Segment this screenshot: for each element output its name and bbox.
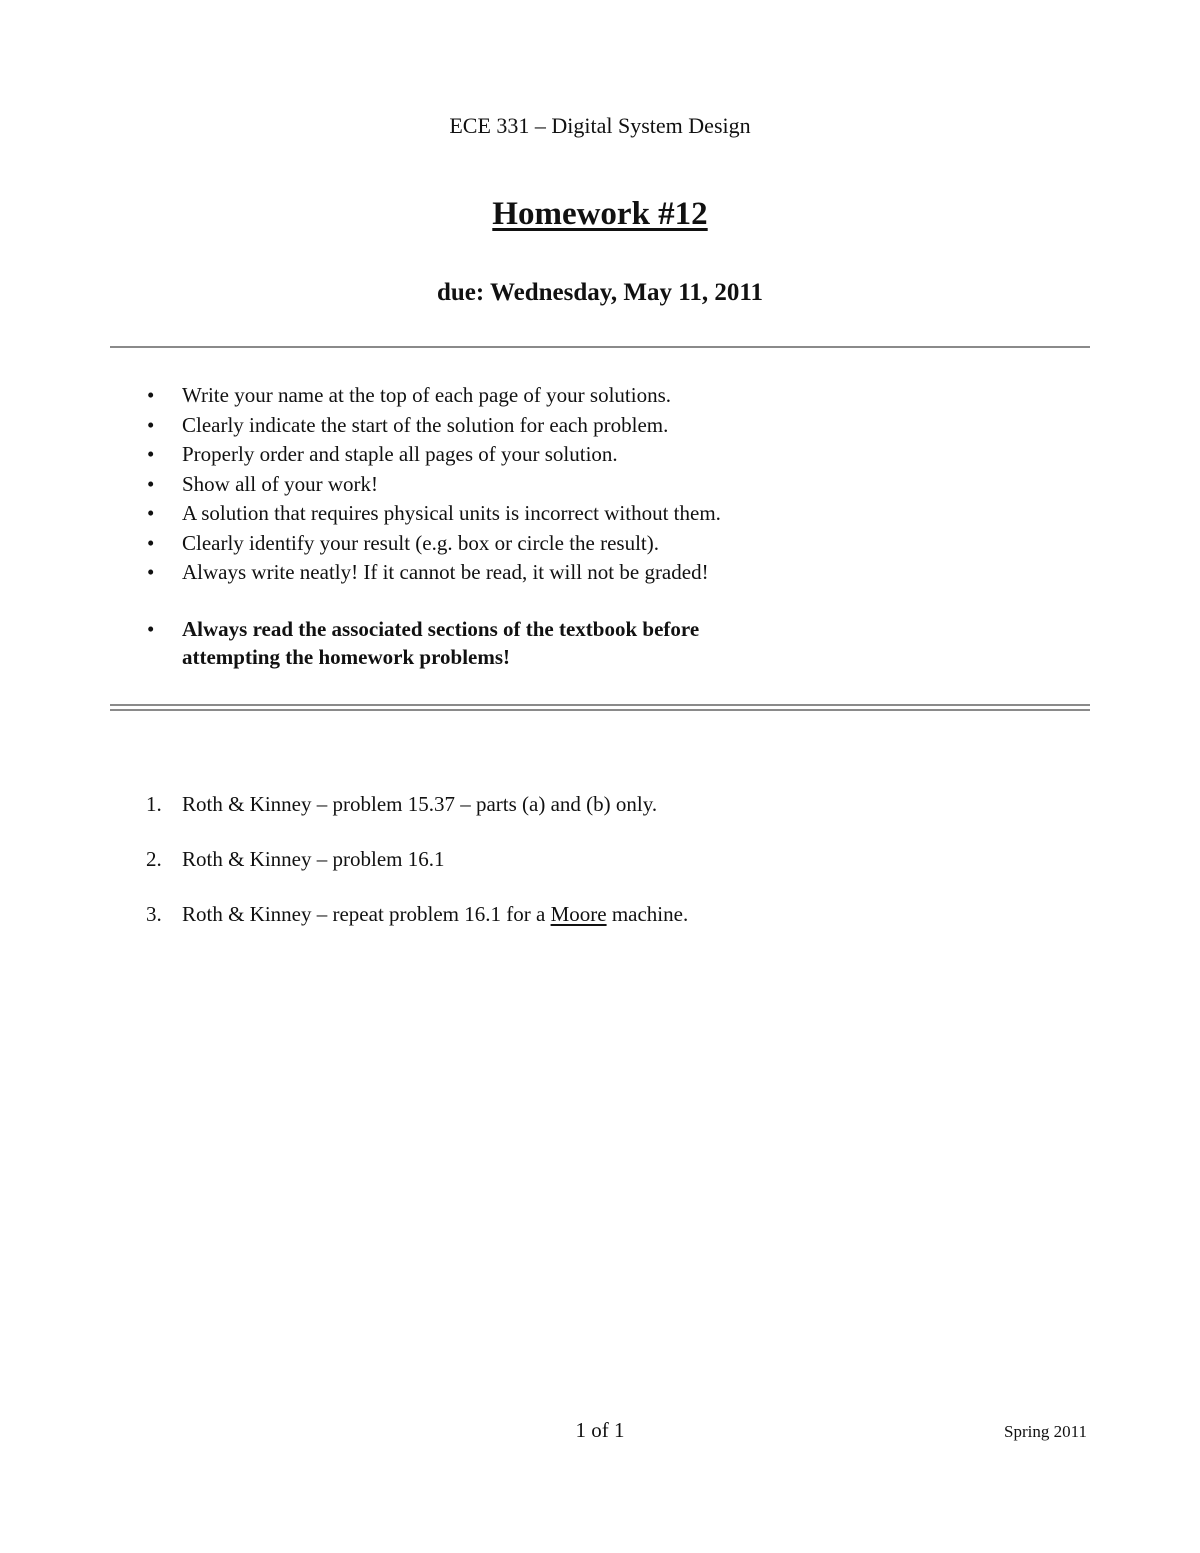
- problem-number: 3.: [146, 902, 162, 926]
- problem-text: Roth & Kinney – repeat problem 16.1 for a: [182, 902, 551, 926]
- homework-title: Homework #12: [492, 196, 708, 232]
- problem-number: 1.: [146, 792, 162, 816]
- page-number: 1 of 1: [575, 1418, 625, 1442]
- instruction-text: A solution that requires physical units is incorrect without them.: [182, 501, 721, 525]
- problem-item: [0, 845, 1200, 874]
- instruction-text: Clearly identify your result (e.g. box or circle the result).: [182, 530, 660, 555]
- bullet: •: [147, 412, 155, 437]
- bullet: •: [147, 501, 155, 525]
- bullet: •: [147, 560, 155, 584]
- top-divider: [110, 346, 1090, 348]
- instruction-item: [0, 440, 1200, 470]
- instruction-item: [0, 558, 1200, 588]
- instruction-text: Show all of your work!: [182, 471, 378, 496]
- problems-list: [0, 790, 1200, 955]
- due-date: due: Wednesday, May 11, 2011: [437, 279, 763, 306]
- instruction-item: [0, 411, 1200, 441]
- instruction-item: [0, 381, 1200, 411]
- bullet: •: [147, 530, 155, 555]
- problem-item: [0, 790, 1200, 819]
- instruction-text: Always write neatly! If it cannot be read, it will not be graded!: [182, 560, 709, 584]
- instruction-item: [0, 499, 1200, 529]
- term-label: Spring 2011: [1004, 1422, 1087, 1441]
- instruction-item: [0, 470, 1200, 500]
- bullet: •: [147, 442, 155, 466]
- instruction-item: [0, 529, 1200, 559]
- emphasis-line-2: attempting the homework problems!: [182, 644, 511, 669]
- bullet: •: [147, 616, 155, 641]
- problem-text: Roth & Kinney – problem 15.37 – parts (a) and (b) only.: [182, 792, 658, 816]
- bottom-double-divider: [110, 704, 1090, 711]
- instruction-item-emphasis: [0, 615, 1200, 671]
- instructions-list: [0, 381, 1200, 671]
- problem-text: Roth & Kinney – problem 16.1: [182, 847, 445, 871]
- problem-text-underlined: Moore: [550, 902, 607, 926]
- course-title: ECE 331 – Digital System Design: [449, 113, 751, 138]
- emphasis-line-1: Always read the associated sections of the textbook before: [182, 616, 700, 641]
- instruction-text: Properly order and staple all pages of your solution.: [182, 442, 618, 466]
- instruction-text: Clearly indicate the start of the solution for each problem.: [182, 412, 669, 437]
- problem-item: [0, 900, 1200, 929]
- instruction-text: Write your name at the top of each page of your solutions.: [182, 383, 672, 407]
- problem-number: 2.: [146, 847, 162, 871]
- bullet: •: [147, 383, 155, 407]
- bullet: •: [147, 471, 155, 496]
- problem-text-tail: machine.: [606, 902, 689, 926]
